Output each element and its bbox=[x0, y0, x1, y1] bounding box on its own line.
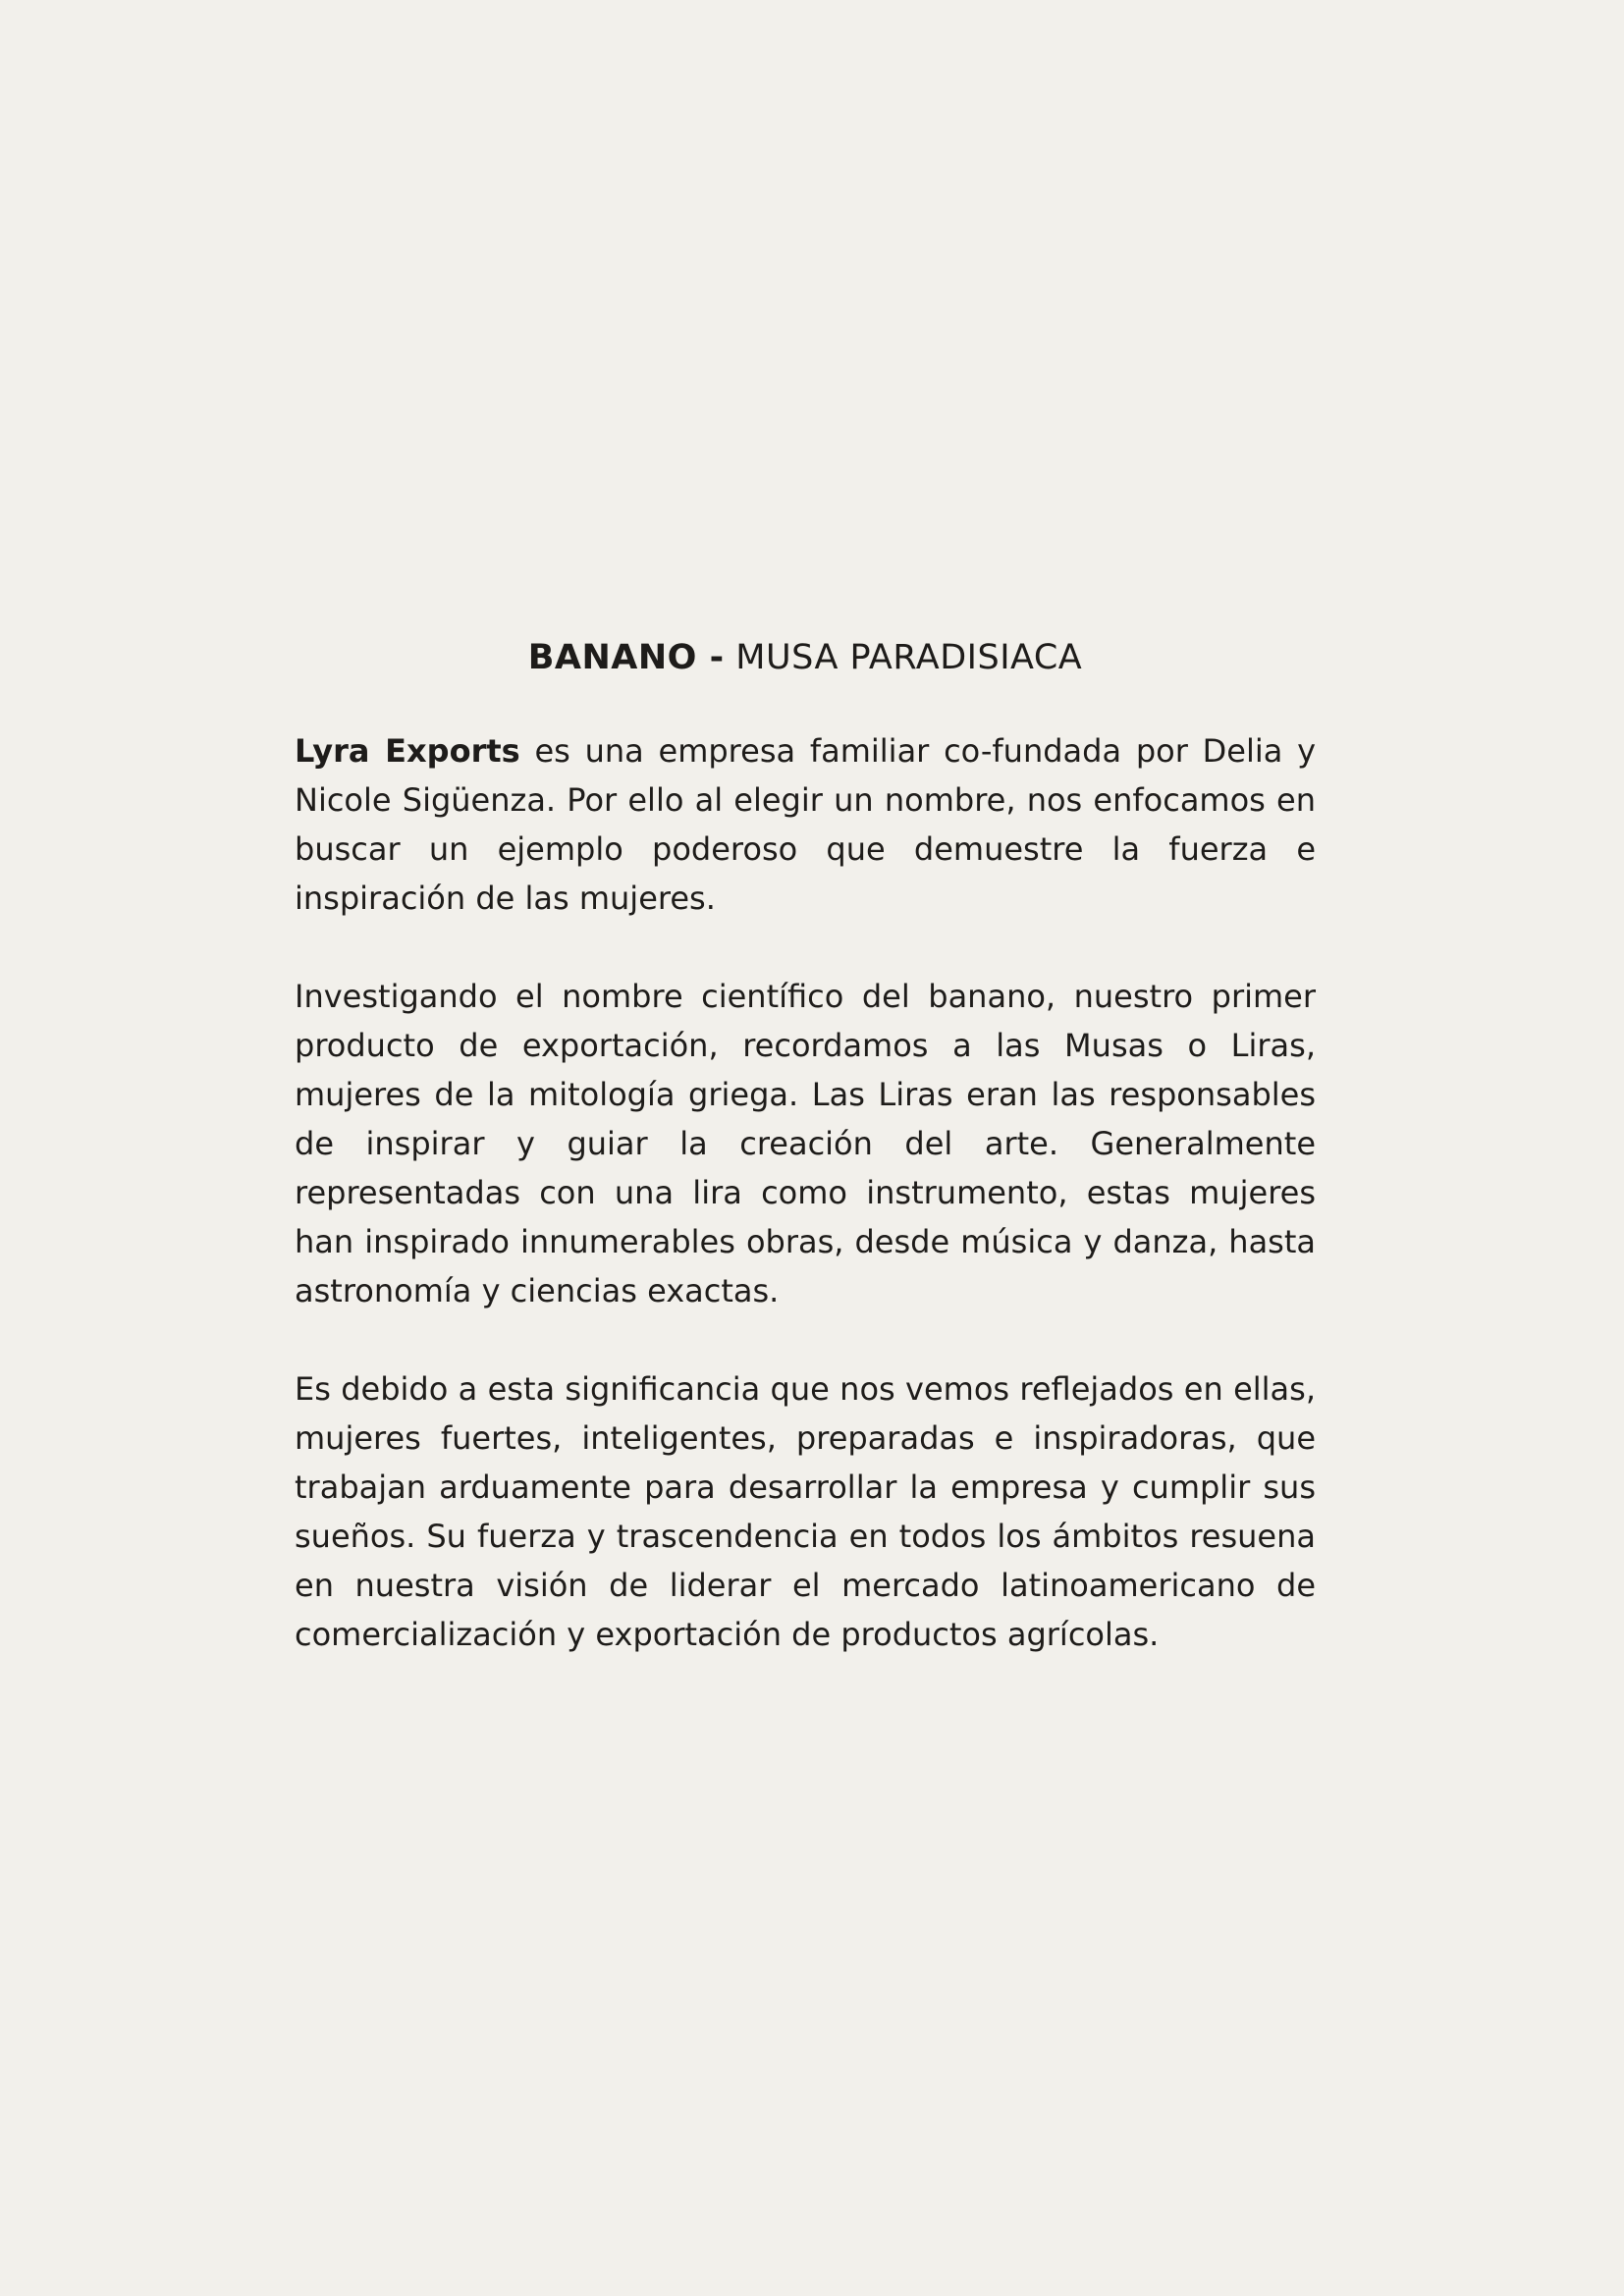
document-body bbox=[295, 628, 1316, 1659]
company-name: Lyra Exports bbox=[295, 732, 520, 770]
paragraph-intro-text: es una empresa familiar co-fundada por Delia y Nicole Sigüenza. Por ello al elegir un nombre, nos enfocamos en buscar un ejemplo poderoso que demuestre la fuerza e inspiración de las mujeres. bbox=[295, 732, 1317, 917]
title-bold-part: BANANO - bbox=[527, 638, 725, 677]
paragraph-vision: Es debido a esta significancia que nos vemos reflejados en ellas, mujeres fuertes, inteligentes, preparadas e inspiradoras, que trabajan arduamente para desarrollar la empresa y cumplir sus sueños. Su fuerza y trascendencia en todos los ámbitos resuena en nuestra visión de liderar el mercado latinoamericano de comercialización y exportación de productos agrícolas. bbox=[295, 1370, 1316, 1653]
paragraph-mythology: Investigando el nombre científico del banano, nuestro primer producto de exportación, recordamos a las Musas o Liras, mujeres de la mitología griega. Las Liras eran las responsables de inspirar y guiar la creación del arte. Generalmente representadas con una lira como instrumento, estas mujeres han inspirado innumerables obras, desde música y danza, hasta astronomía y ciencias exactas. bbox=[295, 978, 1316, 1309]
paragraph-intro bbox=[295, 726, 1316, 923]
page-title bbox=[295, 628, 1316, 687]
title-regular-part: MUSA PARADISIACA bbox=[735, 638, 1083, 677]
